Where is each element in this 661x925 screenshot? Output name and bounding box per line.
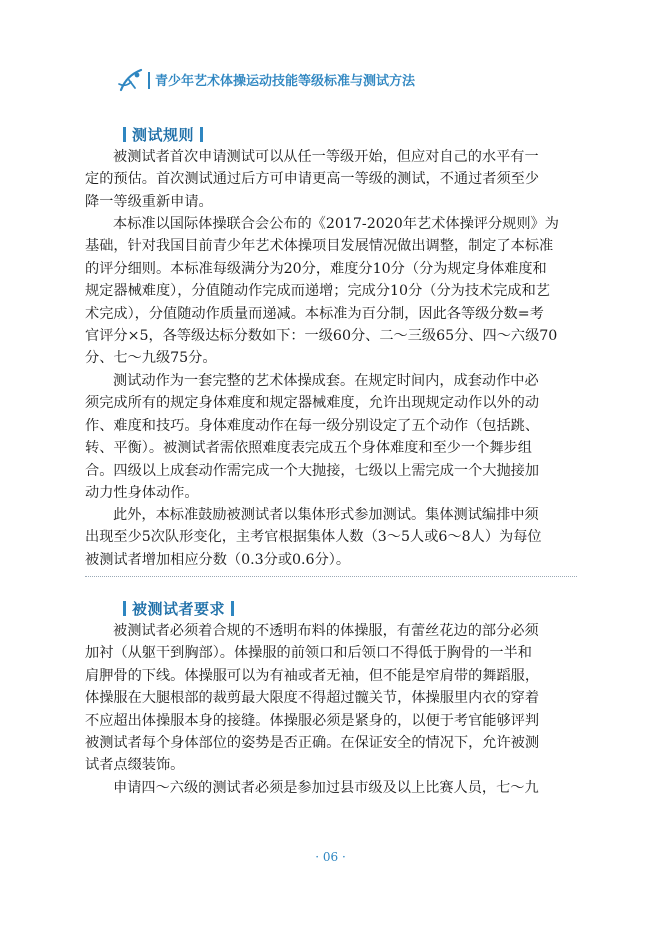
heading-bar-right [200, 127, 203, 142]
heading-bar-left [123, 601, 126, 616]
text-line: 降一等级重新申请。 [85, 193, 213, 210]
text-line: 分、七～九级75分。 [85, 350, 217, 367]
text-line: 被测试者每个身体部位的姿势是否正确。在保证安全的情况下，允许被测 [85, 734, 540, 751]
text-line: 转、平衡）。被测试者需依照难度表完成五个身体难度和至少一个舞步组 [85, 440, 532, 457]
text-line: 此外，本标准鼓励被测试者以集体形式参加测试。集体测试编排中须 [113, 507, 539, 523]
text-line: 术完成），分值随动作质量而递减。本标准为百分制，因此各等级分数=考 [85, 305, 544, 322]
text-line: 官评分×5，各等级达标分数如下：一级60分、二～三级65分、四～六级70 [85, 327, 558, 344]
paragraph-test-rules-4 [85, 504, 577, 571]
paragraph-test-rules-3 [85, 370, 577, 504]
paragraph-test-rules-1 [85, 146, 577, 213]
text-line: 的评分细则。本标准每级满分为20分，难度分10分（分为规定身体难度和 [85, 260, 547, 277]
text-line: 试者点缀装饰。 [85, 757, 185, 774]
section-heading-text: 被测试者要求 [132, 599, 226, 618]
text-line: 基础，针对我国目前青少年艺术体操项目发展情况做出调整，制定了本标准 [85, 238, 554, 255]
heading-bar-right [231, 601, 234, 616]
text-line: 出现至少5次队形变化，主考官根据集体人数（3～5人或6～8人）为每位 [85, 529, 542, 546]
section-heading-text: 测试规则 [132, 125, 195, 144]
header-title: 青少年艺术体操运动技能等级标准与测试方法 [155, 74, 416, 89]
section-heading-test-rules [123, 124, 203, 144]
text-line: 定的预估。首次测试通过后方可申请更高一等级的测试，不通过者须至少 [85, 171, 540, 188]
text-line: 规定器械难度），分值随动作完成而递增；完成分10分（分为技术完成和艺 [85, 283, 550, 300]
paragraph-test-rules-2 [85, 213, 577, 370]
text-line: 须完成所有的规定身体难度和规定器械难度，允许出现规定动作以外的动 [85, 395, 540, 412]
text-line: 本标准以国际体操联合会公布的《2017-2020年艺术体操评分规则》为 [113, 216, 559, 232]
text-line: 加衬（从躯干到胸部）。体操服的前领口和后领口不得低于胸骨的一半和 [85, 645, 532, 662]
header-divider-bar [148, 72, 150, 89]
text-line: 被测试者增加相应分数（0.3分或0.6分）。 [85, 551, 351, 568]
text-line: 申请四～六级的测试者必须是参加过县市级及以上比赛人员，七～九 [113, 780, 539, 796]
text-line: 测试动作为一套完整的艺术体操成套。在规定时间内，成套动作中必 [113, 373, 539, 389]
section-heading-participant-requirements [123, 598, 234, 618]
text-line: 体操服在大腿根部的裁剪最大限度不得超过髋关节，体操服里内衣的穿着 [85, 690, 540, 707]
gymnast-ribbon-logo-icon [117, 66, 145, 94]
page-number: · 06 · [315, 850, 346, 864]
section-divider [85, 576, 577, 577]
text-line: 被测试者必须着合规的不透明布料的体操服，有蕾丝花边的部分必须 [113, 623, 539, 639]
text-line: 动力性身体动作。 [85, 484, 199, 501]
heading-bar-left [123, 127, 126, 142]
text-line: 被测试者首次申请测试可以从任一等级开始，但应对自己的水平有一 [113, 149, 539, 165]
text-line: 肩胛骨的下线。体操服可以为有袖或者无袖，但不能是窄肩带的舞蹈服， [85, 667, 540, 684]
running-header [117, 66, 417, 94]
paragraph-requirements-1 [85, 620, 577, 777]
text-line: 不应超出体操服本身的接缝。体操服必须是紧身的，以便于考官能够评判 [85, 712, 540, 729]
text-line: 合。四级以上成套动作需完成一个大抛接，七级以上需完成一个大抛接加 [85, 462, 540, 479]
text-line: 作、难度和技巧。身体难度动作在每一级分别设定了五个动作（包括跳、 [85, 417, 540, 434]
paragraph-requirements-2 [85, 777, 577, 799]
